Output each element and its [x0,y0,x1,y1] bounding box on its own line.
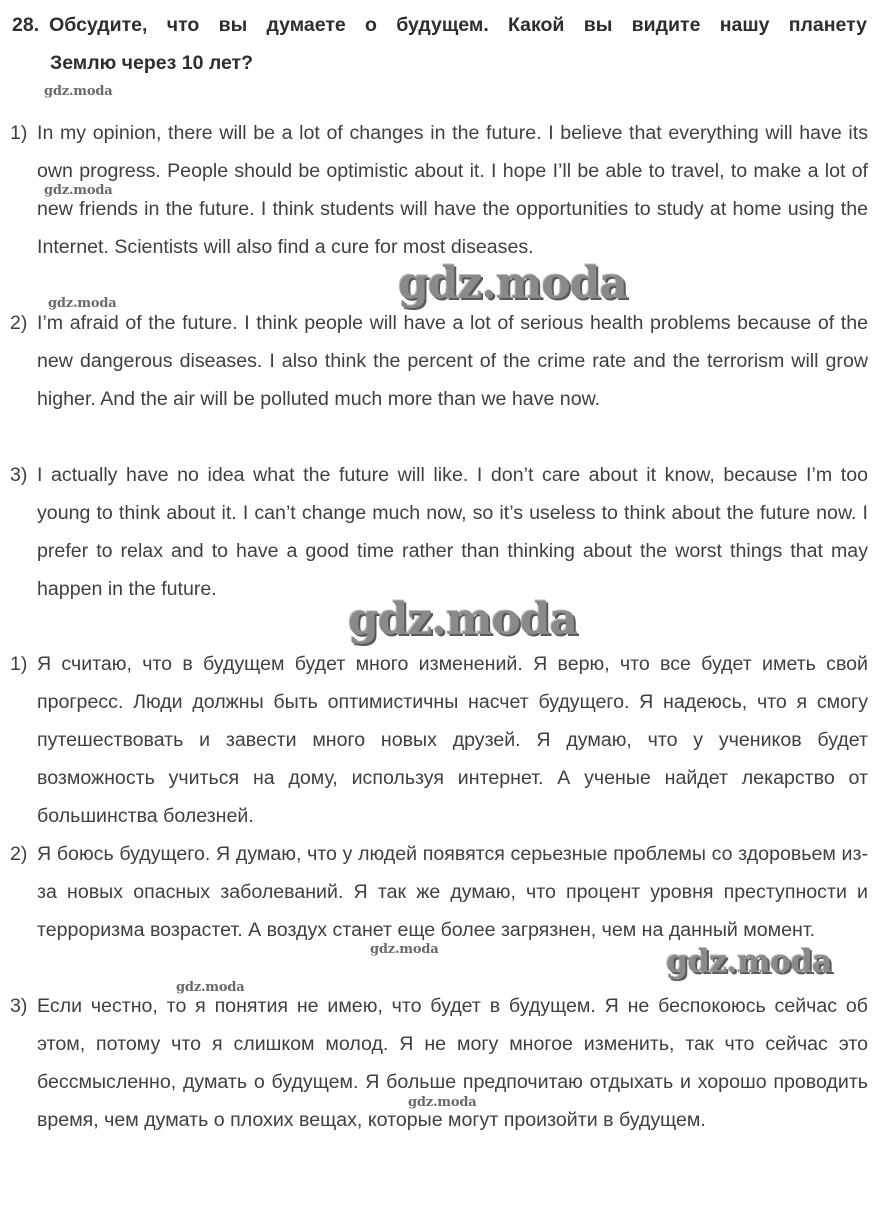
answer-text: Я считаю, что в будущем будет много изменений. Я верю, что все будет иметь свой прогресс. Люди должны быть оптимистичны насчет будущего. Я надеюсь, что я смогу путешествовать и завести много новых друзей. Я думаю, что у учеников будет возможность учиться на дому, используя интернет. А ученые найдет лекарство от большинства болезней. [37,653,868,827]
answer-text: In my opinion, there will be a lot of changes in the future. I believe that everything will have its own progress. People should be optimistic about it. I hope I’ll be able to travel, to make a lot of new friends in the future. I think students will have the opportunities to study at home using the Internet. Scientists will also find a cure for most diseases. [37,122,868,258]
task-question-line1: Обсудите, что вы думаете о будущем. Какой вы видите нашу планету [49,14,867,36]
task-heading [12,6,872,82]
watermark: gdz.moda [370,942,439,957]
answer-marker: 1) [10,122,28,144]
answer-text: I’m afraid of the future. I think people will have a lot of serious health problems because of the new dangerous diseases. I also think the percent of the crime rate and the terrorism will grow higher. And the air will be polluted much more than we have now. [37,312,868,410]
answer-marker: 1) [10,653,28,675]
answer-marker: 3) [10,464,28,486]
english-answer-1 [10,114,868,266]
english-answer-3 [10,456,868,608]
watermark: gdz.moda [48,296,117,311]
watermark: gdz.moda [666,942,832,980]
answer-marker: 2) [10,843,28,865]
watermark: gdz.moda [44,84,113,99]
watermark: gdz.moda [398,258,628,309]
answer-marker: 3) [10,995,28,1017]
watermark: gdz.moda [348,594,578,645]
watermark: gdz.moda [44,183,113,198]
watermark: gdz.moda [176,980,245,995]
watermark: gdz.moda [408,1095,477,1110]
task-heading-line1 [12,6,867,44]
russian-answer-2 [10,835,868,949]
answer-text: I actually have no idea what the future will like. I don’t care about it know, because I’m too young to think about it. I can’t change much now, so it’s useless to think about the future now. I prefer to relax and to have a good time rather than thinking about the worst things that may happen in the future. [37,464,868,600]
answer-marker: 2) [10,312,28,334]
task-question-line2: Землю через 10 лет? [50,52,254,74]
task-number: 28. [12,14,40,36]
russian-answer-1 [10,645,868,835]
answer-text: Если честно, то я понятия не имею, что будет в будущем. Я не беспокоюсь сейчас об этом, потому что я слишком молод. Я не могу многое изменить, так что сейчас это бессмысленно, думать о будущем. Я больше предпочитаю отдыхать и хорошо проводить время, чем думать о плохих вещах, которые могут произойти в будущем. [37,995,868,1131]
russian-answer-3 [10,987,868,1139]
answer-text: Я боюсь будущего. Я думаю, что у людей появятся серьезные проблемы со здоровьем из-за новых опасных заболеваний. Я так же думаю, что процент уровня преступности и терроризма возрастет. А воздух станет еще более загрязнен, чем на данный момент. [37,843,868,941]
english-answer-2 [10,304,868,418]
